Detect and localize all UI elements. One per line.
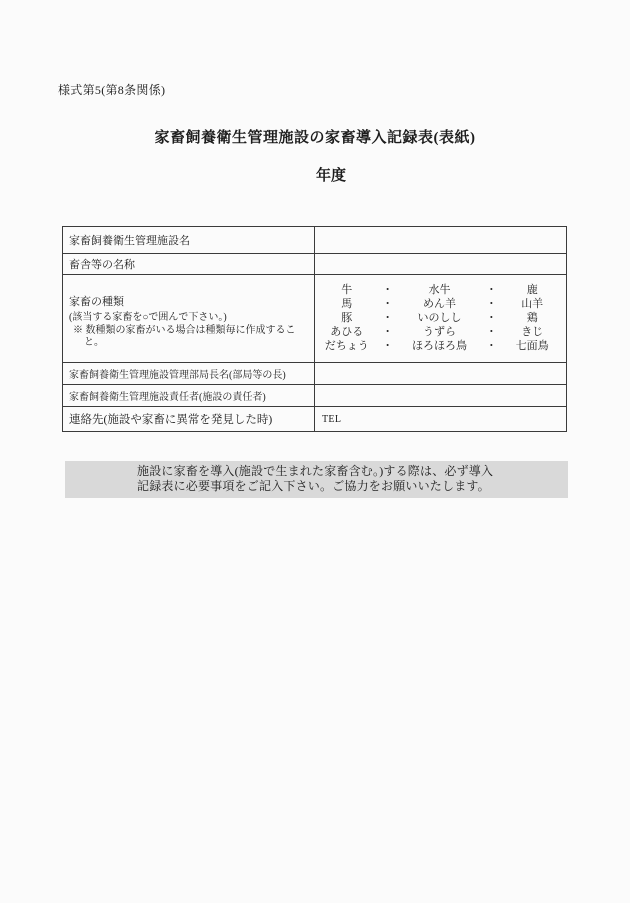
page-title: 家畜飼養衛生管理施設の家畜導入記録表(表紙) (154, 130, 476, 146)
notice-line-2: 記録表に必要事項をご記入下さい。ご協力をお願いいたします。 (137, 478, 490, 493)
facility-manager-label: 家畜飼養衛生管理施設責任者(施設の責任者) (63, 385, 315, 406)
livestock-option: いのしし (417, 312, 462, 324)
livestock-kind-note-wrap: と。 (84, 337, 104, 348)
facility-name-label: 家畜飼養衛生管理施設名 (63, 227, 315, 253)
separator-dot: ・ (485, 298, 497, 310)
department-head-label: 家畜飼養衛生管理施設管理部局長名(部局等の長) (63, 363, 315, 384)
separator-dot: ・ (382, 284, 394, 296)
separator-dot: ・ (485, 340, 497, 352)
barn-name-label: 畜舎等の名称 (63, 254, 315, 274)
facility-name-value (315, 227, 566, 253)
department-head-value (315, 363, 566, 384)
table-row (63, 274, 566, 362)
livestock-type-grid (319, 283, 560, 353)
livestock-option: ほろほろ鳥 (411, 340, 467, 352)
separator-dot: ・ (485, 284, 497, 296)
livestock-option: 牛 (341, 284, 353, 296)
separator-dot: ・ (382, 340, 394, 352)
table-row (63, 253, 566, 274)
table-row (63, 362, 566, 384)
separator-dot: ・ (382, 312, 394, 324)
livestock-kind-label (63, 275, 315, 362)
livestock-option: 豚 (341, 312, 353, 324)
separator-dot: ・ (382, 326, 394, 338)
livestock-option: めん羊 (422, 298, 456, 310)
livestock-option: うずら (422, 326, 456, 338)
livestock-kind-note: ※ 数種類の家畜がいる場合は種類毎に作成するこ (73, 324, 296, 336)
contact-tel-value: TEL (322, 413, 342, 425)
livestock-option: 山羊 (521, 298, 544, 310)
separator-dot: ・ (485, 326, 497, 338)
form-code: 様式第5(第8条関係) (58, 83, 166, 97)
livestock-kind-instruction: (該当する家畜を○で囲んで下さい。) (69, 312, 227, 323)
fiscal-year-label: 年度 (315, 168, 346, 184)
separator-dot: ・ (485, 312, 497, 324)
livestock-option: 鹿 (526, 284, 538, 296)
livestock-option: あひる (330, 326, 364, 338)
fiscal-year-line (0, 164, 630, 185)
livestock-option: 水牛 (428, 284, 451, 296)
livestock-options-cell (315, 275, 566, 362)
livestock-option: だちょう (324, 340, 369, 352)
livestock-option: 鶏 (526, 312, 538, 324)
table-row (63, 406, 566, 431)
contact-label: 連絡先(施設や家畜に異常を発見した時) (63, 407, 315, 431)
livestock-kind-title: 家畜の種類 (69, 296, 124, 308)
facility-manager-value (315, 385, 566, 406)
barn-name-value (315, 254, 566, 274)
livestock-option: きじ (521, 326, 544, 338)
table-row (63, 384, 566, 406)
separator-dot: ・ (382, 298, 394, 310)
livestock-option: 馬 (341, 298, 353, 310)
table-row (63, 227, 566, 253)
notice-line-1: 施設に家畜を導入(施設で生まれた家畜含む。)する際は、必ず導入 (137, 464, 494, 478)
form-table (62, 226, 567, 432)
livestock-option: 七面鳥 (515, 340, 549, 352)
notice-box (65, 461, 568, 498)
